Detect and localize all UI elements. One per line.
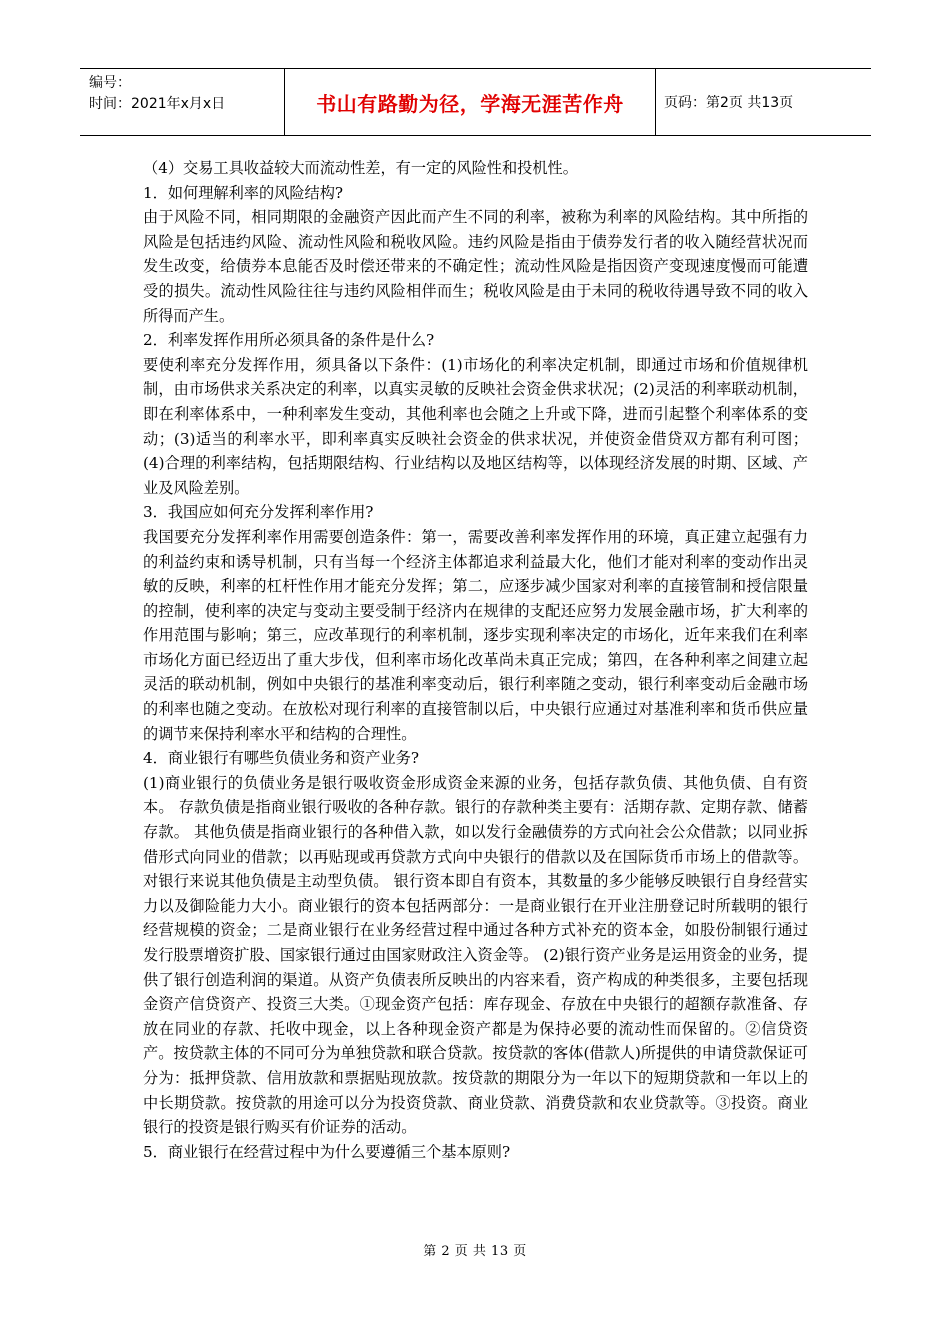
header-page-label: 页码：第2页 共13页 bbox=[664, 95, 794, 111]
question-heading: 1．如何理解利率的风险结构? bbox=[143, 183, 344, 202]
paragraph: 我国要充分发挥利率作用需要创造条件：第一，需要改善利率发挥作用的环境，真正建立起强有力的利益约束和诱导机制，只有当每一个经济主体都追求利益最大化，他们才能对利率的变动作出灵敏的反映，利率的杠杆性作用才能充分发挥；第二，应逐步减少国家对利率的直接管制和授信限量的控制，使利率的决定与变动主要受制于经济内在规律的支配还应努力发展金融市场，扩大利率的作用范围与影响；第三，应改革现行的利率机制，逐步实现利率决定的市场化，近年来我们在利率市场化方面已经迈出了重大步伐，但利率市场化改革尚未真正完成；第四，在各种利率之间建立起灵活的联动机制，例如中央银行的基准利率变动后，银行利率随之变动，银行利率变动后金融市场的利率也随之变动。在放松对现行利率的直接管制以后，中央银行应通过对基准利率和货币供应量的调节来保持利率水平和结构的合理性。 bbox=[143, 527, 808, 743]
paragraph: （4）交易工具收益较大而流动性差，有一定的风险性和投机性。 bbox=[143, 159, 578, 177]
question-heading: 5．商业银行在经营过程中为什么要遵循三个基本原则? bbox=[143, 1142, 511, 1161]
header-meta bbox=[80, 69, 285, 135]
header-motto: 书山有路勤为径，学海无涯苦作舟 bbox=[316, 91, 624, 116]
paragraph: (1)商业银行的负债业务是银行吸收资金形成资金来源的业务，包括存款负债、其他负债、自有资本。 存款负债是指商业银行吸收的各种存款。银行的存款种类主要有：活期存款、定期存款、储蓄存款。 其他负债是指商业银行的各种借入款，如以发行金融债券的方式向社会公众借款；以同业拆借形式向同业的借款；以再贴现或再贷款方式向中央银行的借款以及在国际货币市场上的借款等。对银行来说其他负债是主动型负债。 银行资本即自有资本，其数量的多少能够反映银行自身经营实力以及御险能力大小。商业银行的资本包括两部分：一是商业银行在开业注册登记时所载明的银行经营规模的资金；二是商业银行在业务经营过程中通过各种方式补充的资本金，如股份制银行通过发行股票增资扩股、国家银行通过由国家财政注入资金等。 (2)银行资产业务是运用资金的业务，提供了银行创造利润的渠道。从资产负债表所反映出的内容来看，资产构成的种类很多，主要包括现金资产信贷资产、投资三大类。①现金资产包括：库存现金、存放在中央银行的超额存款准备、存放在同业的存款、托收中现金，以上各种现金资产都是为保持必要的流动性而保留的。②信贷资产。按贷款主体的不同可分为单独贷款和联合贷款。按贷款的客体(借款人)所提供的申请贷款保证可分为：抵押贷款、信用放款和票据贴现放款。按贷款的期限分为一年以下的短期贷款和一年以上的中长期贷款。按贷款的用途可以分为投资贷款、商业贷款、消费贷款和农业贷款等。③投资。商业银行的投资是银行购买有价证券的活动。 bbox=[143, 773, 808, 1137]
document-date-label: 时间：2021年x月x日 bbox=[89, 96, 226, 112]
page-footer: 第 2 页 共 13 页 bbox=[423, 1244, 527, 1259]
paragraph: 由于风险不同，相同期限的金融资产因此而产生不同的利率，被称为利率的风险结构。其中所指的风险是包括违约风险、流动性风险和税收风险。违约风险是指由于债券发行者的收入随经营状况而发生改变，给债券本息能否及时偿还带来的不确定性；流动性风险是指因资产变现速度慢而可能遭受的损失。流动性风险往往与违约风险相伴而生；税收风险是由于未同的税收待遇导致不同的收入所得而产生。 bbox=[143, 208, 808, 325]
document-body bbox=[143, 156, 808, 1164]
header-page-cell bbox=[656, 69, 871, 135]
header-motto-cell bbox=[285, 69, 656, 135]
question-heading: 4．商业银行有哪些负债业务和资产业务? bbox=[143, 749, 419, 768]
paragraph: 要使利率充分发挥作用，须具备以下条件：(1)市场化的利率决定机制，即通过市场和价值规律机制，由市场供求关系决定的利率，以真实灵敏的反映社会资金供求状况；(2)灵活的利率联动机制，即在利率体系中，一种利率发生变动，其他利率也会随之上升或下降，进而引起整个利率体系的变动；(3)适当的利率水平，即利率真实反映社会资金的供求状况，并使资金借贷双方都有利可图；(4)合理的利率结构，包括期限结构、行业结构以及地区结构等，以体现经济发展的时期、区域、产业及风险差别。 bbox=[143, 355, 808, 497]
document-number-label: 编号： bbox=[89, 75, 131, 91]
question-heading: 3．我国应如何充分发挥利率作用? bbox=[143, 503, 374, 522]
page-header bbox=[80, 68, 871, 136]
question-heading: 2．利率发挥作用所必须具备的条件是什么? bbox=[143, 331, 435, 350]
